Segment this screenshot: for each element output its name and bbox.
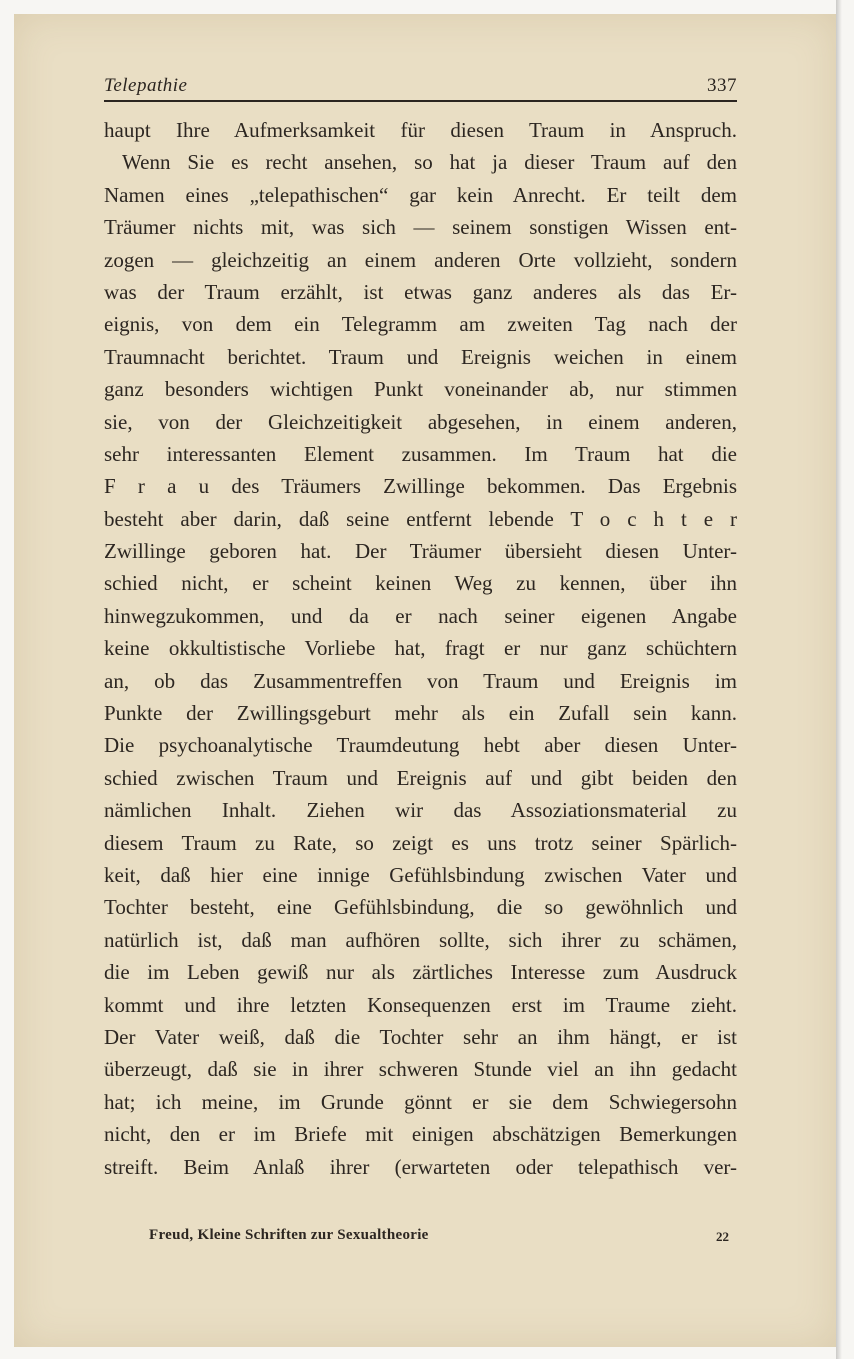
page-number: 337	[707, 75, 737, 96]
text-line: eignis, von dem ein Telegramm am zweiten Tag nach der	[104, 312, 737, 337]
text-line: diesem Traum zu Rate, so zeigt es uns trotz seiner Spärlich-	[104, 830, 737, 855]
text-line: streift. Beim Anlaß ihrer (erwarteten oder telepathisch ver-	[104, 1154, 737, 1179]
footer-signature: Freud, Kleine Schriften zur Sexualtheorie	[149, 1227, 429, 1243]
body-text	[104, 114, 737, 1183]
text-line: Tochter besteht, eine Gefühlsbindung, die so gewöhnlich und	[104, 895, 737, 920]
header-rule	[104, 100, 737, 102]
text-line: F r a u des Träumers Zwillinge bekommen. Das Ergebnis	[104, 474, 737, 499]
text-line: die im Leben gewiß nur als zärtliches Interesse zum Ausdruck	[104, 960, 737, 985]
text-line: an, ob das Zusammentreffen von Traum und Ereignis im	[104, 668, 737, 693]
text-line: besteht aber darin, daß seine entfernt lebende T o c h t e r	[104, 506, 737, 531]
text-line: hat; ich meine, im Grunde gönnt er sie dem Schwiegersohn	[104, 1089, 737, 1114]
text-line: haupt Ihre Aufmerksamkeit für diesen Traum in Anspruch.	[104, 118, 737, 142]
text-line: Die psychoanalytische Traumdeutung hebt aber diesen Unter-	[104, 733, 737, 758]
text-line: Punkte der Zwillingsgeburt mehr als ein Zufall sein kann.	[104, 701, 737, 726]
text-line: nicht, den er im Briefe mit einigen abschätzigen Bemerkungen	[104, 1122, 737, 1147]
text-line: ganz besonders wichtigen Punkt voneinander ab, nur stimmen	[104, 377, 737, 402]
text-line: überzeugt, daß sie in ihrer schweren Stunde viel an ihn gedacht	[104, 1057, 737, 1082]
text-line: keit, daß hier eine innige Gefühlsbindung zwischen Vater und	[104, 862, 737, 887]
text-line: was der Traum erzählt, ist etwas ganz anderes als das Er-	[104, 279, 737, 304]
text-line: hinwegzukommen, und da er nach seiner eigenen Angabe	[104, 603, 737, 628]
text-line: zogen — gleichzeitig an einem anderen Orte vollzieht, sondern	[104, 247, 737, 272]
text-line: schied zwischen Traum und Ereignis auf und gibt beiden den	[104, 765, 737, 790]
text-line: Zwillinge geboren hat. Der Träumer übersieht diesen Unter-	[104, 539, 737, 564]
text-line: Traumnacht berichtet. Traum und Ereignis weichen in einem	[104, 344, 737, 369]
text-line: nämlichen Inhalt. Ziehen wir das Assoziationsmaterial zu	[104, 798, 737, 823]
text-line: Der Vater weiß, daß die Tochter sehr an ihm hängt, er ist	[104, 1024, 737, 1049]
text-line: Wenn Sie es recht ansehen, so hat ja dieser Traum auf den	[122, 150, 737, 175]
text-line: schied nicht, er scheint keinen Weg zu kennen, über ihn	[104, 571, 737, 596]
text-line: keine okkultistische Vorliebe hat, fragt er nur ganz schüchtern	[104, 636, 737, 661]
page-header	[104, 75, 737, 101]
text-line: Namen eines „telepathischen“ gar kein Anrecht. Er teilt dem	[104, 182, 737, 207]
running-head: Telepathie	[104, 75, 188, 96]
page-edge-shadow	[836, 0, 842, 1359]
text-line: natürlich ist, daß man aufhören sollte, sich ihrer zu schämen,	[104, 927, 737, 952]
page-footer	[104, 1227, 737, 1249]
text-line: Träumer nichts mit, was sich — seinem sonstigen Wissen ent-	[104, 215, 737, 240]
text-line: sehr interessanten Element zusammen. Im Traum hat die	[104, 441, 737, 466]
sheet-number: 22	[716, 1229, 729, 1244]
text-line: kommt und ihre letzten Konsequenzen erst im Traume zieht.	[104, 992, 737, 1017]
text-line: sie, von der Gleichzeitigkeit abgesehen, in einem anderen,	[104, 409, 737, 434]
